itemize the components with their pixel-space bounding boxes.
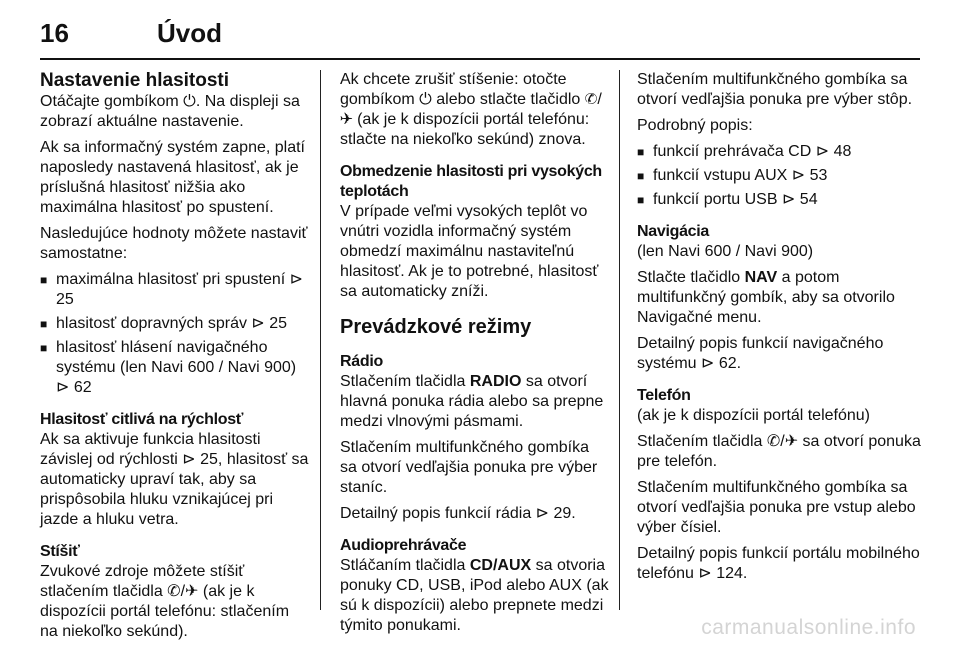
text: Stlačte tlačidlo	[637, 269, 745, 286]
paragraph: Stlačením multifunkčného gombíka sa otvorí vedľajšia ponuka pre výber staníc.	[340, 439, 598, 496]
cd-aux-key-label: CD/AUX	[469, 557, 532, 574]
paragraph: Ak sa aktivuje funkcia hlasitosti závislej od rýchlosti ⊳ 25, hlasitosť sa automaticky upraví tak, aby sa prispôsobila hluku vznikajúcej pri jazde a hluku vetra.	[40, 431, 309, 528]
heading-mute: Stíšiť	[40, 543, 80, 560]
column-divider-1	[320, 70, 321, 610]
heading-operating-modes: Prevádzkové režimy	[340, 316, 532, 338]
paragraph: Stlačením multifunkčného gombíka sa otvorí vedľajšia ponuka pre vstup alebo výber čísiel.	[637, 479, 916, 536]
heading-volume: Nastavenie hlasitosti	[40, 70, 230, 91]
heading-volume-limit: Obmedzenie hlasitosti pri vysokých teplotách	[340, 163, 602, 200]
list-item: ■ funkcií prehrávača CD ⊳ 48	[637, 142, 922, 162]
radio-key-label: RADIO	[469, 373, 522, 390]
column-1	[40, 70, 310, 648]
paragraph: Detailný popis funkcií rádia ⊳ 29.	[340, 505, 576, 522]
column-divider-2	[619, 70, 620, 610]
paragraph: Zvukové zdroje môžete stíšiť stlačením tlačidla ✆/✈ (ak je k dispozícii portál telefónu: stlačením na niekoľko sekúnd).	[40, 563, 290, 640]
heading-phone: Telefón	[637, 387, 691, 404]
bullet-list	[40, 270, 310, 398]
heading-audio-players: Audioprehrávače	[340, 537, 467, 554]
list-item: ■ hlasitosť hlásení navigačného systému (len Navi 600 / Navi 900) ⊳ 62	[40, 338, 310, 398]
bullet-list	[637, 142, 922, 210]
list-item: ■ hlasitosť dopravných správ ⊳ 25	[40, 314, 310, 334]
paragraph: Stlačením multifunkčného gombíka sa otvorí vedľajšia ponuka pre výber stôp.	[637, 71, 913, 108]
chapter-title: Úvod	[157, 18, 222, 48]
list-item: ■ funkcií portu USB ⊳ 54	[637, 190, 922, 210]
column-3	[637, 70, 922, 590]
paragraph: Ak sa informačný systém zapne, platí naposledy nastavená hlasitosť, ak je príslušná hlasitosť nižšia ako maximálna hlasitosť po spustení.	[40, 139, 305, 216]
text: Stláčaním tlačidla	[340, 557, 470, 574]
paragraph: V prípade veľmi vysokých teplôt vo vnútri vozidla informačný systém obmedzí maximálnu nastaviteľnú hlasitosť. Ak je to potrebné, hlasitosť sa automaticky zníži.	[340, 203, 599, 300]
heading-speed-volume: Hlasitosť citlivá na rýchlosť	[40, 411, 244, 428]
watermark: carmanualsonline.info	[701, 616, 916, 639]
list-item: ■ maximálna hlasitosť pri spustení ⊳ 25	[40, 270, 310, 310]
nav-key-label: NAV	[744, 269, 778, 286]
paragraph: Detailný popis funkcií portálu mobilného telefónu ⊳ 124.	[637, 545, 920, 582]
paragraph	[340, 372, 610, 432]
column-2	[340, 70, 610, 642]
paragraph: Detailný popis funkcií navigačného systému ⊳ 62.	[637, 335, 884, 372]
paragraph	[340, 556, 610, 636]
text: sa otvoria ponuky CD, USB, iPod alebo AUX (ak sú k dispozícii) alebo prepnete medzi týmito ponukami.	[340, 557, 609, 634]
paragraph: Ak chcete zrušiť stíšenie: otočte gombíkom ⏻ alebo stlačte tlačidlo ✆/✈ (ak je k dispozícii portál telefónu: stlačte na niekoľko sekúnd) znova.	[340, 71, 602, 148]
paragraph	[637, 268, 922, 328]
list-item: ■ funkcií vstupu AUX ⊳ 53	[637, 166, 922, 186]
paragraph: Otáčajte gombíkom ⏻. Na displeji sa zobrazí aktuálne nastavenie.	[40, 93, 300, 130]
paragraph: Stlačením tlačidla ✆/✈ sa otvorí ponuka pre telefón.	[637, 433, 921, 470]
paragraph: (ak je k dispozícii portál telefónu)	[637, 407, 870, 424]
paragraph: Nasledujúce hodnoty môžete nastaviť samostatne:	[40, 225, 308, 262]
heading-radio: Rádio	[340, 353, 383, 370]
header-divider	[40, 58, 920, 60]
text: sa otvorí hlavná ponuka rádia alebo sa prepne medzi vlnovými pásmami.	[340, 373, 604, 430]
paragraph: (len Navi 600 / Navi 900)	[637, 243, 814, 260]
heading-navigation: Navigácia	[637, 223, 710, 240]
text: Stlačením tlačidla	[340, 373, 470, 390]
text: a potom multifunkčný gombík, aby sa otvorilo Navigačné menu.	[637, 269, 895, 326]
page-header	[40, 14, 920, 54]
paragraph: Podrobný popis:	[637, 117, 753, 134]
page-number: 16	[40, 18, 69, 48]
